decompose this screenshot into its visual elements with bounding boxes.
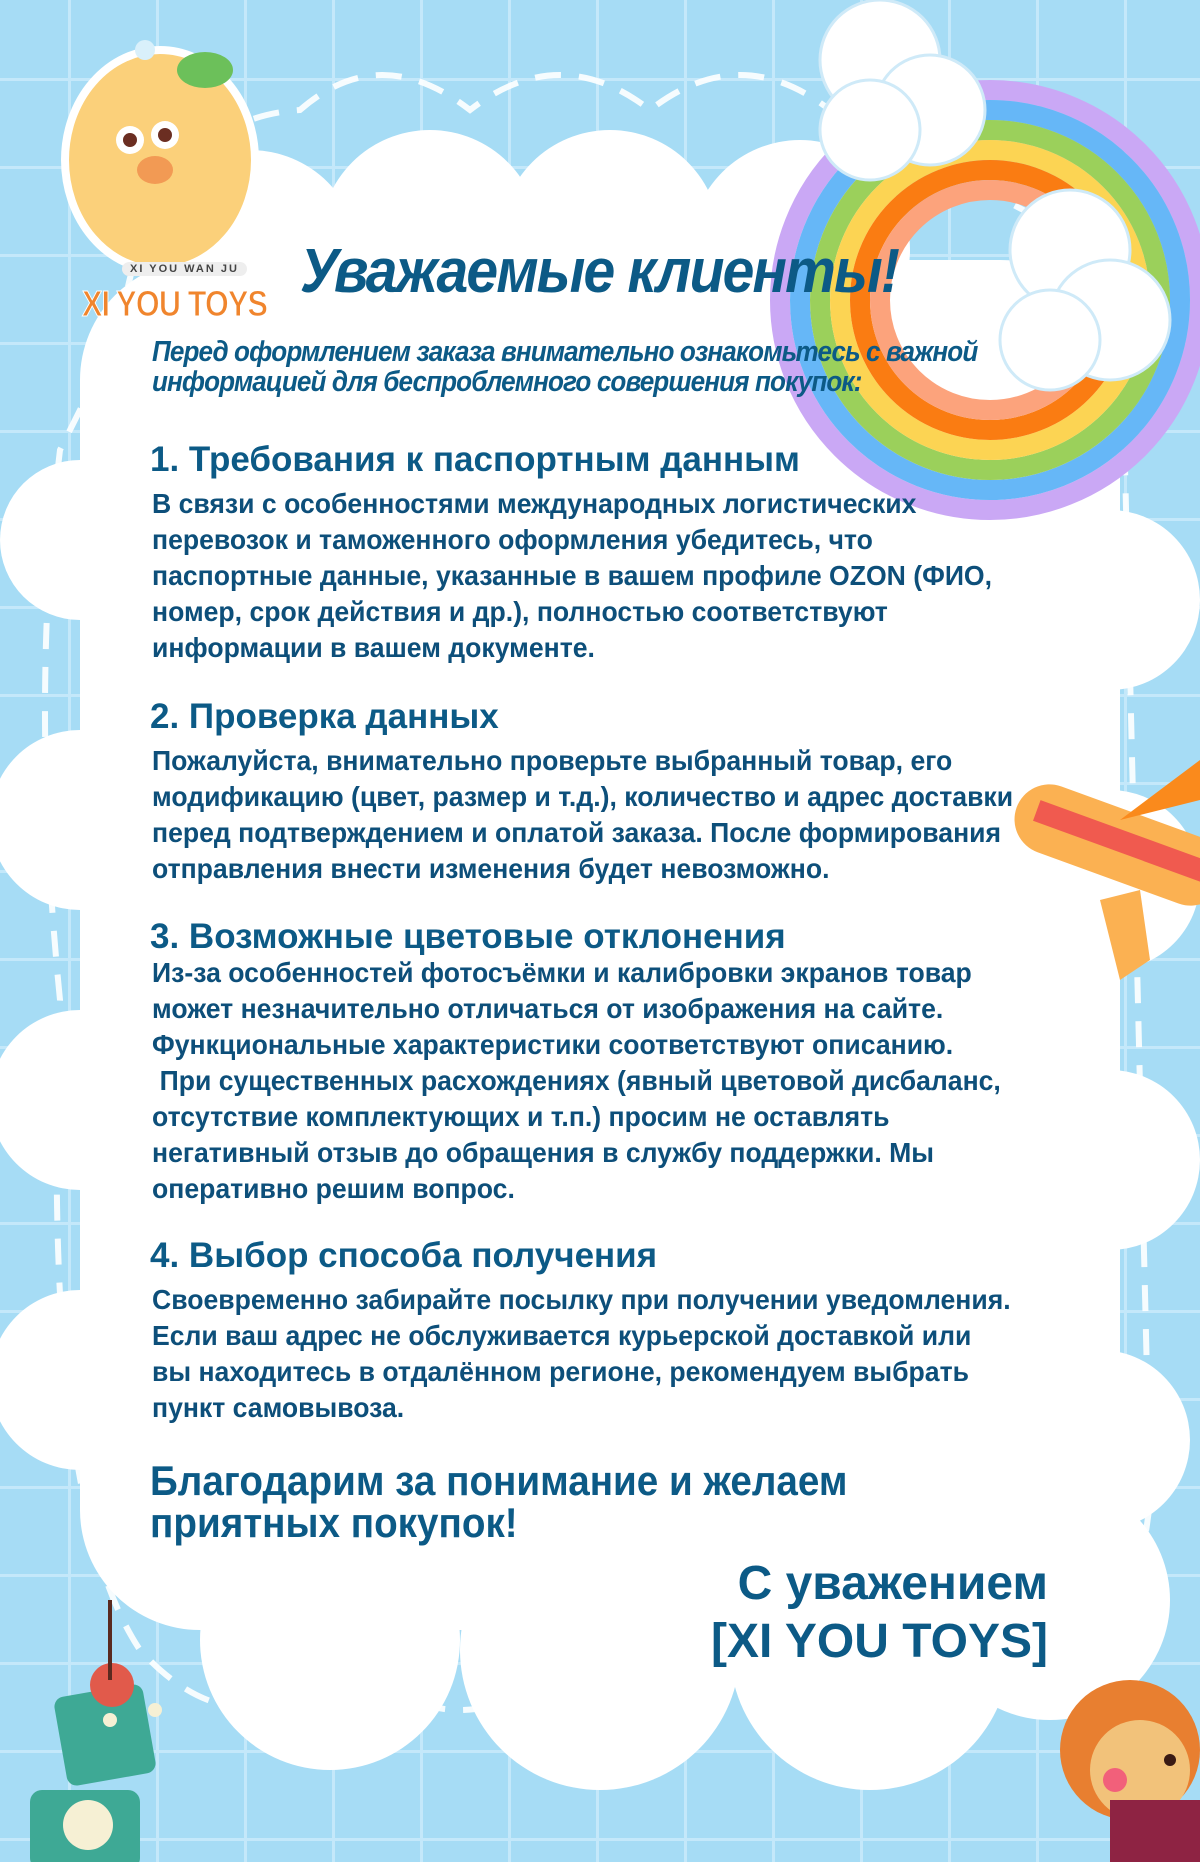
section-body bbox=[152, 1282, 1011, 1426]
signature-line: С уважением bbox=[737, 1557, 1048, 1610]
body-line: Функциональные характеристики соответствуют описанию. bbox=[152, 1029, 954, 1060]
body-line: перед подтверждением и оплатой заказа. После формирования bbox=[152, 817, 1002, 848]
logo-subtitle: XI YOU WAN JU bbox=[122, 262, 247, 276]
body-line: оперативно решим вопрос. bbox=[152, 1173, 515, 1204]
body-line: В связи с особенностями международных логистических bbox=[152, 488, 917, 519]
body-line: Если ваш адрес не обслуживается курьерской доставкой или bbox=[152, 1320, 972, 1351]
thanks-line: Благодарим за понимание и желаем bbox=[150, 1457, 848, 1504]
page-title: Уважаемые клиенты! bbox=[300, 237, 898, 306]
body-line: отсутствие комплектующих и т.п.) просим не оставлять bbox=[152, 1101, 890, 1132]
section-heading: 1. Требования к паспортным данным bbox=[150, 440, 800, 479]
doll-icon bbox=[1060, 1680, 1200, 1862]
body-line: может незначительно отличаться от изображения на сайте. bbox=[152, 993, 944, 1024]
signature bbox=[711, 1555, 1048, 1671]
body-line: вы находитесь в отдалённом регионе, рекомендуем выбрать bbox=[152, 1356, 969, 1387]
intro-line: информацией для беспроблемного совершения покупок: bbox=[152, 366, 862, 398]
thanks-line: приятных покупок! bbox=[150, 1499, 518, 1546]
thanks-message bbox=[150, 1457, 848, 1546]
section-body bbox=[152, 743, 1013, 887]
section-heading: 2. Проверка данных bbox=[150, 697, 499, 736]
body-line: отправления внести изменения будет невозможно. bbox=[152, 853, 830, 884]
brand-logo: XI YOU TOYS bbox=[82, 283, 268, 324]
body-line: Пожалуйста, внимательно проверьте выбранный товар, его bbox=[152, 745, 953, 776]
section-heading: 3. Возможные цветовые отклонения bbox=[150, 917, 786, 956]
section-body bbox=[152, 486, 992, 666]
body-line: паспортные данные, указанные в вашем профиле OZON (ФИО, bbox=[152, 560, 993, 591]
body-line: перевозок и таможенного оформления убедитесь, что bbox=[152, 524, 873, 555]
body-line: негативный отзыв до обращения в службу поддержки. Мы bbox=[152, 1137, 935, 1168]
body-line: информации в вашем документе. bbox=[152, 632, 595, 663]
section-heading: 4. Выбор способа получения bbox=[150, 1236, 658, 1275]
body-line: Из-за особенностей фотосъёмки и калибровки экранов товар bbox=[152, 957, 972, 988]
section-body bbox=[152, 955, 1001, 1207]
body-line: Своевременно забирайте посылку при получении уведомления. bbox=[152, 1284, 1011, 1315]
robot-icon bbox=[30, 1600, 162, 1862]
mascot-icon bbox=[65, 40, 255, 270]
intro-line: Перед оформлением заказа внимательно ознакомьтесь с важной bbox=[152, 336, 978, 368]
body-line: пункт самовывоза. bbox=[152, 1392, 405, 1423]
signature-line: [XI YOU TOYS] bbox=[711, 1615, 1048, 1668]
body-line: номер, срок действия и др.), полностью соответствуют bbox=[152, 596, 888, 627]
body-line: модификацию (цвет, размер и т.д.), количество и адрес доставки bbox=[152, 781, 1014, 812]
body-line: При существенных расхождениях (явный цветовой дисбаланс, bbox=[159, 1065, 1001, 1096]
